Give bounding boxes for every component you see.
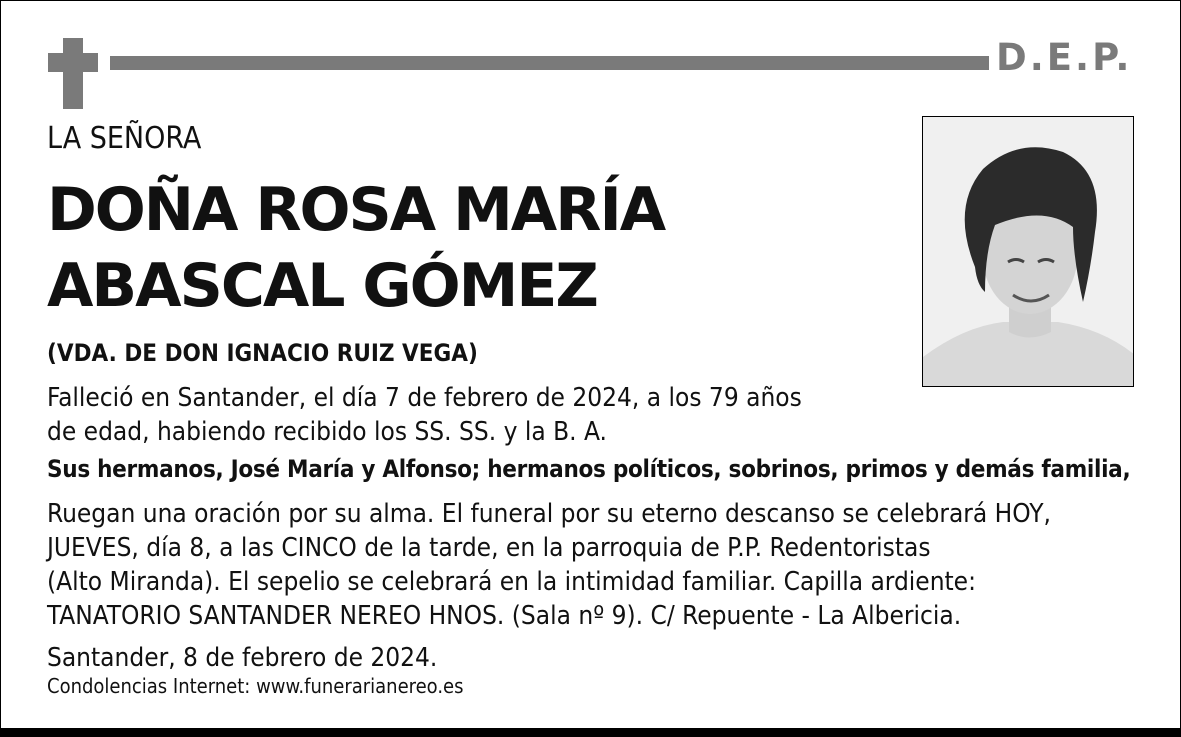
honorific: LA SEÑORA <box>47 121 202 156</box>
place-date: Santander, 8 de febrero de 2024. <box>47 643 438 673</box>
funeral-line-4: TANATORIO SANTANDER NEREO HNOS. (Sala nº 9). C/ Repuente - La Albericia. <box>47 601 962 631</box>
bottom-border <box>0 728 1181 737</box>
condolences-line: Condolencias Internet: www.funerarianereo.es <box>47 674 464 698</box>
deceased-name-line-1: DOÑA ROSA MARÍA <box>47 175 665 245</box>
widow-of: (VDA. DE DON IGNACIO RUIZ VEGA) <box>47 339 478 367</box>
funeral-line-1: Ruegan una oración por su alma. El funeral por su eterno descanso se celebrará HOY, <box>47 499 1051 529</box>
cross-icon-bar <box>48 53 98 72</box>
header-rule <box>110 56 989 70</box>
death-info <box>47 381 802 449</box>
funeral-info <box>47 497 1051 633</box>
portrait-icon <box>923 117 1134 387</box>
cross-icon <box>63 38 83 109</box>
death-line-1: Falleció en Santander, el día 7 de febrero de 2024, a los 79 años <box>47 383 802 413</box>
death-line-2: de edad, habiendo recibido los SS. SS. y la B. A. <box>47 417 607 447</box>
dep-mark: D.E.P. <box>996 36 1133 79</box>
portrait-photo <box>922 116 1134 387</box>
funeral-line-2: JUEVES, día 8, a las CINCO de la tarde, en la parroquia de P.P. Redentoristas <box>47 533 931 563</box>
family-mourners: Sus hermanos, José María y Alfonso; hermanos políticos, sobrinos, primos y demás familia, <box>47 455 1131 483</box>
deceased-name-line-2: ABASCAL GÓMEZ <box>47 251 597 321</box>
funeral-line-3: (Alto Miranda). El sepelio se celebrará en la intimidad familiar. Capilla ardiente: <box>47 567 976 597</box>
